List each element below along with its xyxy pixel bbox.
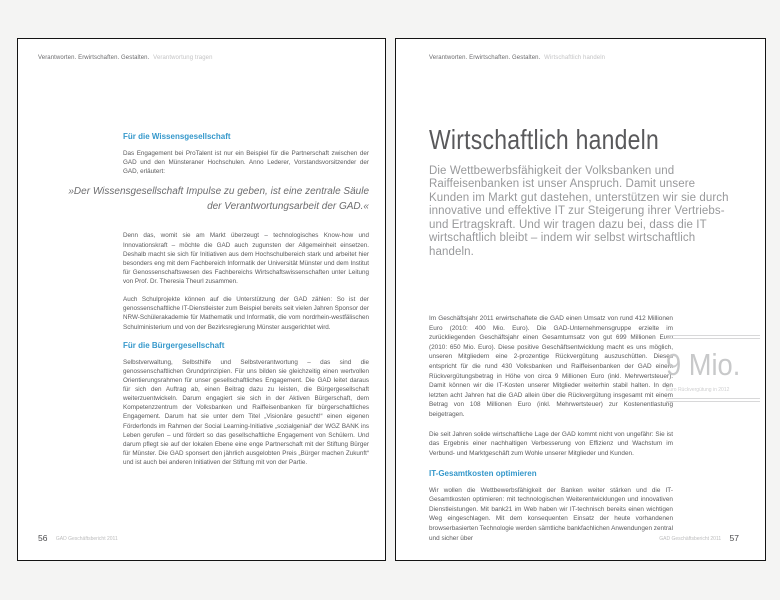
section-heading-buergergesellschaft: Für die Bürgergesellschaft [123, 340, 225, 350]
left-header-current: Verantwortung tragen [153, 55, 213, 61]
left-page-number: 56 [38, 533, 48, 543]
right-page [395, 38, 766, 561]
pull-quote: »Der Wissensgesellschaft Impulse zu geben, ist eine zentrale Säule der Verantwortungsarbeit der GAD.« [68, 186, 369, 212]
left-header-crumbs: Verantworten. Erwirtschaften. Gestalten. [38, 55, 150, 61]
paragraph: Das Engagement bei ProTalent ist nur ein Beispiel für die Partnerschaft zwischen der GAD und den Münsteraner Hochschulen. Anno Lederer, Vorstandsvorsitzender der GAD, erläutert: [123, 150, 369, 176]
right-header-current: Wirtschaftlich handeln [544, 55, 606, 61]
chapter-intro: Die Wettbewerbsfähigkeit der Volksbanken und Raiffeisenbanken ist unser Anspruch. Damit unsere Kunden im Markt gut dastehen, unterstützen wir sie durch innovative und effektive IT zur Steigerung ihrer Vertriebs- und Ertragskraft. Und wir tragen dazu bei, dass die IT wirtschaftlich bleibt – indem wir selbst wirtschaftlich handeln. [429, 165, 729, 258]
callout-top-rule [666, 335, 760, 339]
left-text-column [68, 132, 369, 476]
right-page-footer [659, 533, 739, 543]
callout-bottom-rule [666, 398, 760, 402]
key-figure-value: 9 Mio. [666, 347, 741, 382]
key-figure-caption: Euro Rückvergütung in 2012 [666, 387, 730, 393]
left-page [17, 38, 386, 561]
left-footer-doc-title: GAD Geschäftsbericht 2011 [55, 536, 118, 542]
right-footer-doc-title: GAD Geschäftsbericht 2011 [659, 536, 722, 542]
right-page-number: 57 [729, 533, 739, 543]
paragraph: Im Geschäftsjahr 2011 erwirtschaftete die GAD einen Umsatz von rund 412 Millionen Euro (2010: 400 Mio. Euro). Die GAD-Unternehmensgruppe erzielte im zurückliegenden Geschäftsjahr einen Gesamtumsatz von gut 699 Millionen Euro (2010: 650 Mio. Euro). Diese positive Geschäftsentwicklung macht es uns möglich, unseren Mitgliedern eine 2-prozentige Rückvergütung auszuschütten. Dieses entspricht für die rund 430 Volksbanken und Raiffeisenbanken der GAD einem Rückvergütungsbetrag in Höhe von circa 9 Millionen Euro (inkl. Mehrwertsteuer). Damit können wir die IT-Kosten unserer Mitglieder weiterhin stabil halten. In den letzten acht Jahren hat die GAD allein über die Rückvergütung insgesamt mit einem Betrag von 108 Millionen Euro (inkl. Mehrwertsteuer) zur Kostenentlastung beigetragen. [429, 315, 673, 419]
right-text-column [429, 314, 673, 553]
paragraph: Die seit Jahren solide wirtschaftliche Lage der GAD kommt nicht von ungefähr: Sie ist das Ergebnis einer nachhaltigen Verbesserung von Effizienz und Wachstum im Verbund- und Marktgeschäft zum Wohle unserer Mitglieder und Kunden. [429, 430, 673, 457]
key-figure-callout [666, 335, 760, 402]
left-page-footer [38, 533, 118, 543]
section-heading-it-gesamtkosten: IT-Gesamtkosten optimieren [429, 468, 537, 478]
chapter-title: Wirtschaftlich handeln [429, 124, 660, 155]
section-heading-wissensgesellschaft: Für die Wissensgesellschaft [123, 132, 231, 141]
paragraph: Denn das, womit sie am Markt überzeugt – technologisches Know-how und Innovationskraft – möchte die GAD auch zugunsten der Allgemeinheit einsetzen. Deshalb macht sie sich für Initiativen aus dem Hochschulbereich stark und arbeitet hier besonders eng mit dem Fachbereich Informatik der Universität Münster und dem Institut für Genossenschaftswesen des Fachbereichs Wirtschaftswissenschaften unter Leitung von Prof. Dr. Theresia Theurl zusammen. [123, 232, 369, 285]
right-running-header [429, 55, 605, 61]
paragraph: Wir wollen die Wettbewerbsfähigkeit der Banken weiter stärken und die IT-Gesamtkosten optimieren: mit technologischen Weiterentwicklungen und innovativen Dienstleistungen. Mit bank21 im Web haben wir IT-technisch bereits einen wichtigen Weg eingeschlagen. Mit dem konsequenten Einsatz der heute vorhandenen browserbasierten Technologie werden sämtliche bankfachlichen Anwendungen zentral und sicher über [429, 486, 673, 542]
paragraph: Selbstverwaltung, Selbsthilfe und Selbstverantwortung – das sind die genossenschaftlichen Grundprinzipien. Für uns bilden sie gleichzeitig einen wertvollen Orientierungsrahmen für unser gesellschaftliches Engagement. Die GAD leitet daraus für sich den Auftrag ab, einen Beitrag dazu zu leisten, die Bürgergesellschaft weiterzuentwickeln. Darum engagiert sie sich in der Aktiven Bürgerschaft, dem Kompetenzzentrum der Volksbanken und Raiffeisenbanken für bürgerschaftliches Engagement. Darum hat sie unter dem Titel „Visionäre gesucht!“ einen eigenen Förderfonds im Rahmen der Social Learning-Initiative „sozialgenial“ der WGZ BANK ins Leben gerufen – und fördert so das gesellschaftliche Engagement von Schülern. Und darum pflegt sie auf der lokalen Ebene eine enge Partnerschaft mit der Stiftung Bürger für Münster. Die GAD sponsert den jährlich ausgelobten Preis „Bürger machen Zukunft“ und ist auch bei anderen Initiativen der Stiftung mit von der Partie. [123, 358, 369, 466]
paragraph: Auch Schulprojekte können auf die Unterstützung der GAD zählen: So ist der genossenschaftliche IT-Dienstleister zum Beispiel bereits seit vielen Jahren Sponsor der NRW-Schülerakademie für Mathematik und Informatik, die vom nordrhein-westfälischen Schulministerium und von der Bezirksregierung Münster ausgerichtet wird. [123, 296, 369, 331]
right-header-crumbs: Verantworten. Erwirtschaften. Gestalten. [429, 55, 541, 61]
left-running-header [38, 55, 213, 61]
